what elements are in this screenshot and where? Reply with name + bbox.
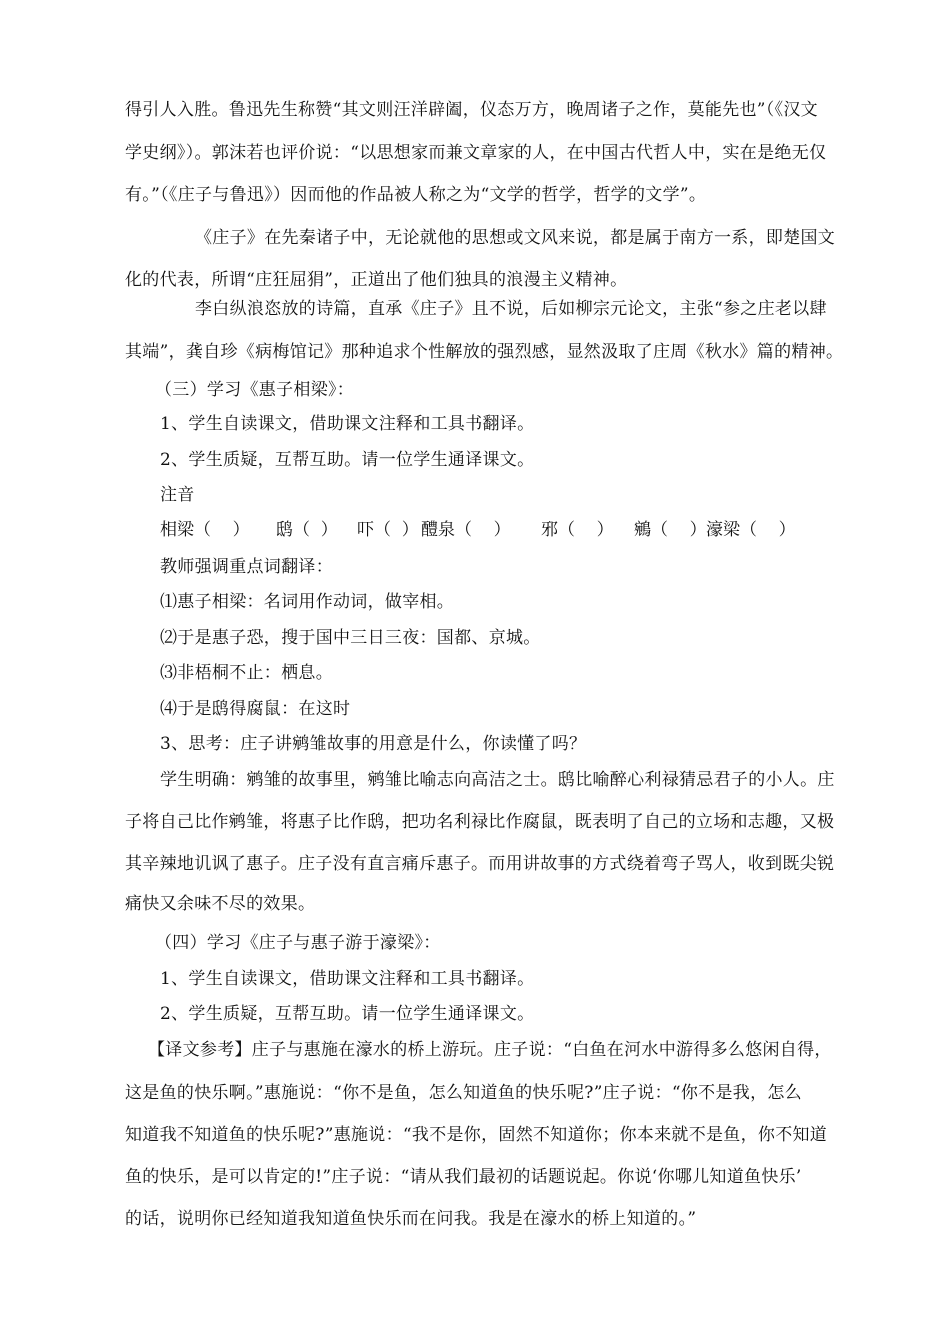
emphasis-label: 教师强调重点词翻译： xyxy=(160,557,333,577)
text-line: 李白纵浪恣放的诗篇，直承《庄子》且不说，后如柳宗元论文，主张“参之庄老以肆 xyxy=(195,299,827,319)
text-line: 子将自己比作鹓雏，将惠子比作鸱，把功名利禄比作腐鼠，既表明了自己的立场和志趣，又极 xyxy=(125,812,835,832)
key-point: ⑴惠子相梁：名词用作动词，做宰相。 xyxy=(160,592,455,612)
text-line: 有。”（《庄子与鲁迅》）因而他的作品被人称之为“文学的哲学，哲学的文学”。 xyxy=(125,185,707,205)
text-line: 【译文参考】庄子与惠施在濠水的桥上游玩。庄子说：“白鱼在河水中游得多么悠闲自得， xyxy=(148,1040,832,1060)
zhuyin-item: 醴泉（ ） xyxy=(421,520,511,540)
text-line: 其辛辣地讥讽了惠子。庄子没有直言痛斥惠子。而用讲故事的方式绕着弯子骂人，收到既尖锐 xyxy=(125,854,835,874)
step-item: 2、学生质疑，互帮互助。请一位学生通译课文。 xyxy=(160,1004,535,1024)
text-line: 的话，说明你已经知道我知道鱼快乐而在问我。我是在濠水的桥上知道的。” xyxy=(125,1209,697,1229)
text-line: 这是鱼的快乐啊。”惠施说：“你不是鱼，怎么知道鱼的快乐呢?”庄子说：“你不是我，怎么 xyxy=(125,1083,802,1103)
zhuyin-item: 鸱（ ） xyxy=(276,520,338,540)
text-line: 学生明确：鹓雏的故事里，鹓雏比喻志向高洁之士。鸱比喻醉心利禄猜忌君子的小人。庄 xyxy=(160,770,835,790)
text-line: 学史纲》）。郭沫若也评价说：“以思想家而兼文章家的人，在中国古代哲人中，实在是绝无仅 xyxy=(125,143,827,163)
zhuyin-item: 吓（ ） xyxy=(357,520,419,540)
text-line: 《庄子》在先秦诸子中，无论就他的思想或文风来说，都是属于南方一系，即楚国文 xyxy=(195,228,836,248)
step-item: 2、学生质疑，互帮互助。请一位学生通译课文。 xyxy=(160,450,535,470)
section-heading: （四）学习《庄子与惠子游于濠梁》： xyxy=(155,933,441,953)
step-item: 1、学生自读课文，借助课文注释和工具书翻译。 xyxy=(160,414,535,434)
zhuyin-label: 注音 xyxy=(160,485,195,505)
text-line: 鱼的快乐，是可以肯定的!”庄子说：“请从我们最初的话题说起。你说‘你哪儿知道鱼快乐’ xyxy=(125,1167,802,1187)
step-item: 3、思考：庄子讲鹓雏故事的用意是什么，你读懂了吗？ xyxy=(160,734,587,754)
zhuyin-item: 相梁（ ） xyxy=(160,520,250,540)
step-item: 1、学生自读课文，借助课文注释和工具书翻译。 xyxy=(160,969,535,989)
key-point: ⑵于是惠子恐，搜于国中三日三夜：国都、京城。 xyxy=(160,628,541,648)
key-point: ⑷于是鸱得腐鼠：在这时 xyxy=(160,699,351,719)
text-line: 得引人入胜。鲁迅先生称赞“其文则汪洋辟阖，仪态万方，晚周诸子之作，莫能先也”（《汉文 xyxy=(125,100,818,120)
zhuyin-item: 濠梁（ ） xyxy=(706,520,796,540)
zhuyin-item: 鵷（ ） xyxy=(634,520,707,540)
text-line: 化的代表，所谓“庄狂屈狷”，正道出了他们独具的浪漫主义精神。 xyxy=(125,270,628,290)
text-line: 知道我不知道鱼的快乐呢?”惠施说：“我不是你，固然不知道你；你本来就不是鱼，你不知道 xyxy=(125,1125,828,1145)
zhuyin-item: 邪（ ） xyxy=(541,520,614,540)
text-line: 痛快又余味不尽的效果。 xyxy=(125,894,316,914)
section-heading: （三）学习《惠子相梁》： xyxy=(155,380,355,400)
text-line: 其端”，龚自珍《病梅馆记》那种追求个性解放的强烈感，显然汲取了庄周《秋水》篇的精神。 xyxy=(125,342,844,362)
key-point: ⑶非梧桐不止：栖息。 xyxy=(160,663,333,683)
